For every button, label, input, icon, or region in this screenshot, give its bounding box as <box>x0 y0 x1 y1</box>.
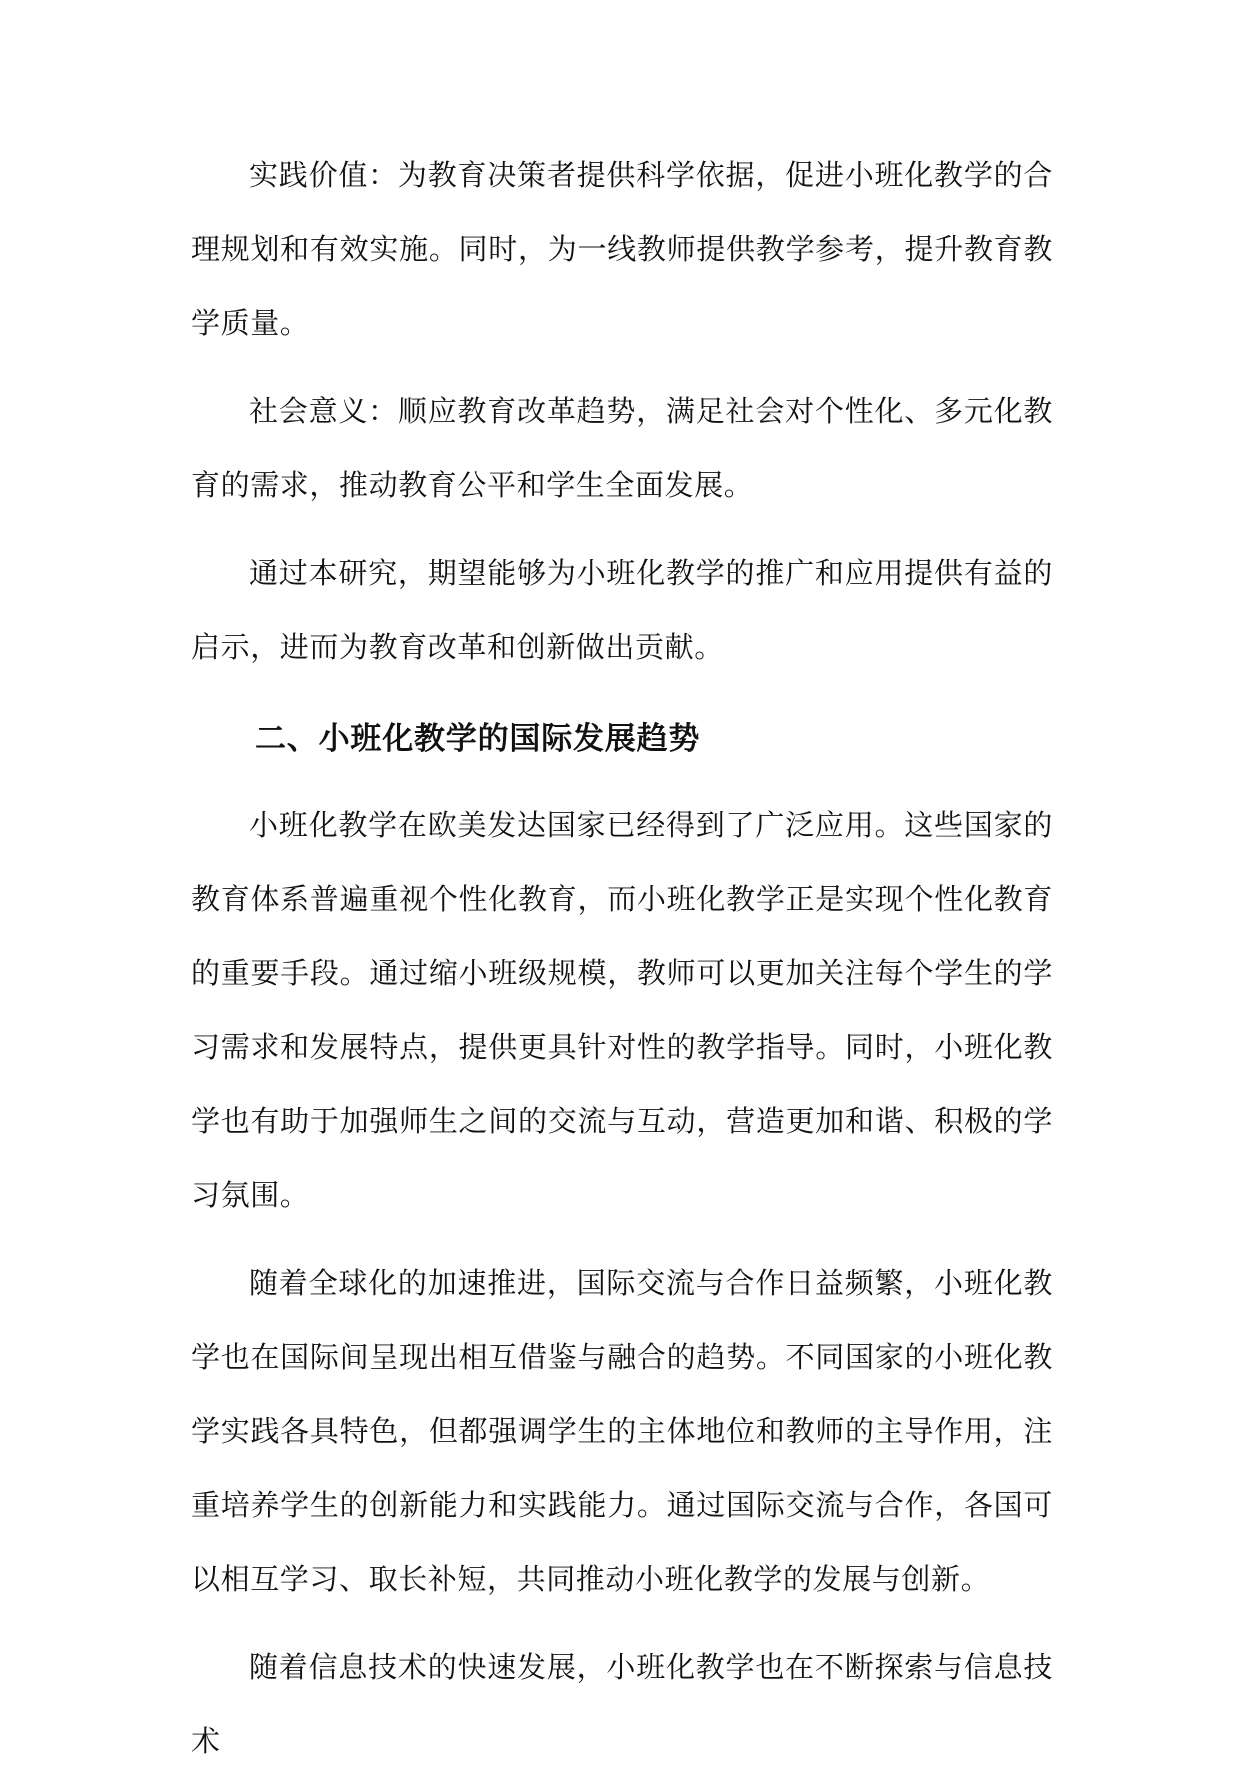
paragraph-globalization-trend: 随着全球化的加速推进，国际交流与合作日益频繁，小班化教学也在国际间呈现出相互借鉴与融合的趋势。不同国家的小班化教学实践各具特色，但都强调学生的主体地位和教师的主导作用，注重培养学生的创新能力和实践能力。通过国际交流与合作，各国可以相互学习、取长补短，共同推动小班化教学的发展与创新。 <box>191 1266 1053 1596</box>
paragraph-practical-value: 实践价值：为教育决策者提供科学依据，促进小班化教学的合理规划和有效实施。同时，为一线教师提供教学参考，提升教育教学质量。 <box>191 158 1053 340</box>
paragraph-research-expectation: 通过本研究，期望能够为小班化教学的推广和应用提供有益的启示，进而为教育改革和创新做出贡献。 <box>191 556 1053 664</box>
paragraph-information-technology: 随着信息技术的快速发展，小班化教学也在不断探索与信息技术 <box>191 1650 1053 1758</box>
section-heading: 二、小班化教学的国际发展趋势 <box>255 721 701 757</box>
document-body <box>191 138 1053 1792</box>
paragraph-social-significance: 社会意义：顺应教育改革趋势，满足社会对个性化、多元化教育的需求，推动教育公平和学生全面发展。 <box>191 394 1053 502</box>
paragraph-international-application: 小班化教学在欧美发达国家已经得到了广泛应用。这些国家的教育体系普遍重视个性化教育，而小班化教学正是实现个性化教育的重要手段。通过缩小班级规模，教师可以更加关注每个学生的学习需求和发展特点，提供更具针对性的教学指导。同时，小班化教学也有助于加强师生之间的交流与互动，营造更加和谐、积极的学习氛围。 <box>191 808 1053 1212</box>
